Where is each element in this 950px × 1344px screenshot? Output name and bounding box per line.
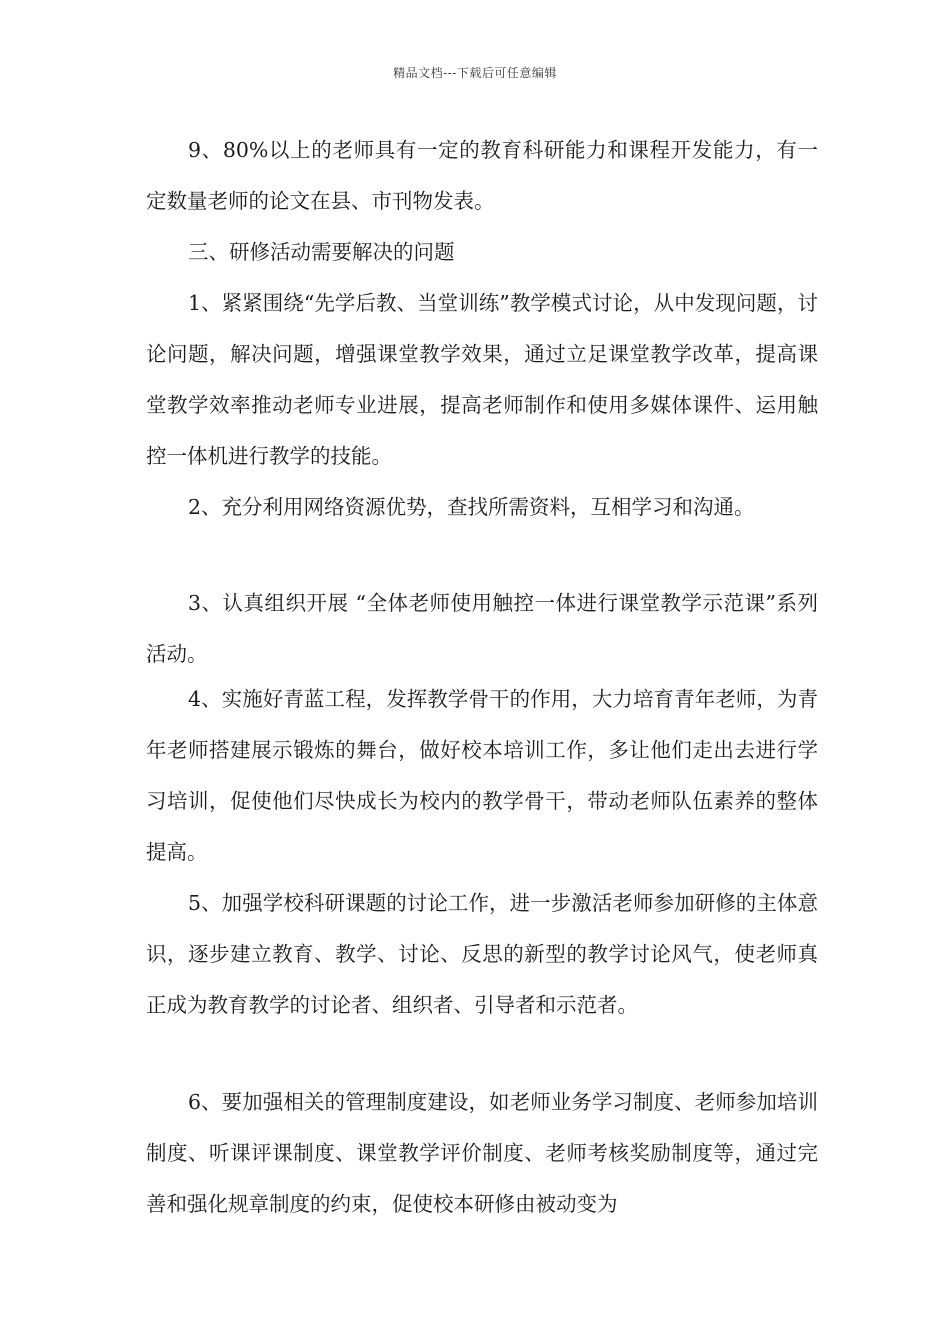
section-heading-3: 三、研修活动需要解决的问题 bbox=[188, 240, 455, 264]
page-header: 精品文档---下载后可任意编辑 bbox=[393, 66, 557, 80]
paragraph-5: 5、加强学校科研课题的讨论工作，进一步激活老师参加研修的主体意识，逐步建立教育、教学、讨论、反思的新型的教学讨论风气，使老师真正成为教育教学的讨论者、组织者、引导者和示范者。 bbox=[146, 891, 818, 1017]
paragraph-3: 3、认真组织开展 “全体老师使用触控一体进行课堂教学示范课”系列活动。 bbox=[146, 591, 818, 666]
paragraph-2: 2、充分利用网络资源优势，查找所需资料，互相学习和沟通。 bbox=[188, 495, 755, 519]
paragraph-9: 9、80%以上的老师具有一定的教育科研能力和课程开发能力，有一定数量老师的论文在县、市刊物发表。 bbox=[146, 138, 818, 213]
paragraph-4: 4、实施好青蓝工程，发挥教学骨干的作用，大力培育青年老师，为青年老师搭建展示锻炼的舞台，做好校本培训工作，多让他们走出去进行学习培训，促使他们尽快成长为校内的教学骨干，带动老师队伍素养的整体提高。 bbox=[146, 687, 818, 864]
paragraph-1: 1、紧紧围绕“先学后教、当堂训练”教学模式讨论，从中发现问题，讨论问题，解决问题，增强课堂教学效果，通过立足课堂教学改革，提高课堂教学效率推动老师专业进展，提高老师制作和使用多媒体课件、运用触控一体机进行教学的技能。 bbox=[146, 291, 818, 468]
paragraph-6: 6、要加强相关的管理制度建设，如老师业务学习制度、老师参加培训制度、听课评课制度、课堂教学评价制度、老师考核奖励制度等，通过完善和强化规章制度的约束，促使校本研修由被动变为 bbox=[146, 1090, 818, 1216]
